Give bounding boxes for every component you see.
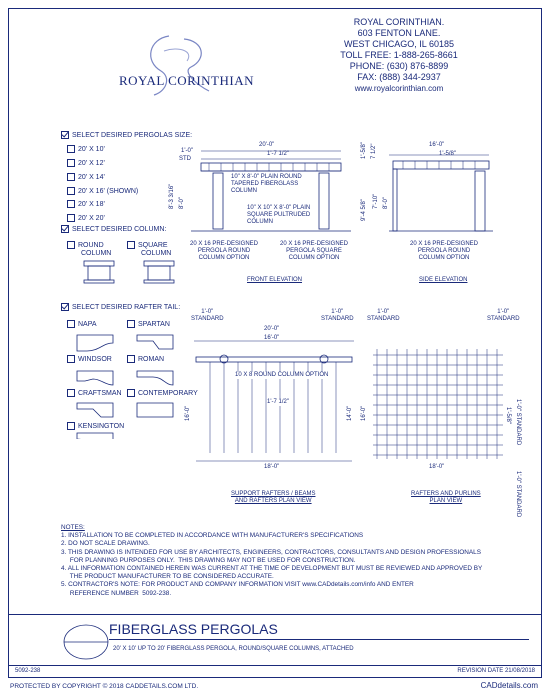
plan2-grid-drawing <box>369 345 509 465</box>
side-elevation-drawing <box>389 149 499 237</box>
side-caption: 20 X 16 PRE-DESIGNED PERGOLA ROUND COLUMN OPTION <box>409 241 479 261</box>
notes-block <box>61 524 482 598</box>
logo-text: ROYAL CORINTHIAN <box>119 73 254 88</box>
column-option-round[interactable]: ROUND COLUMN <box>67 241 111 258</box>
title-block-underline <box>109 639 529 640</box>
rafter-option-napa[interactable]: NAPA <box>67 320 97 329</box>
logo-monogram-icon <box>109 31 249 101</box>
rafter-heading: SELECT DESIRED RAFTER TAIL: <box>61 303 180 312</box>
side-vert-b: 7 1/2" <box>371 143 377 159</box>
revision-date: REVISION DATE 21/08/2018 <box>457 668 535 674</box>
side-dim-a: 1'-5/8" <box>439 151 456 157</box>
company-info <box>299 17 499 94</box>
front-dim-top: 20'-0" <box>259 142 275 148</box>
column-heading-checkbox[interactable] <box>61 225 69 233</box>
plan2-bottom: 18'-0" <box>429 464 445 470</box>
side-vert-e: 8'-0" <box>383 197 389 209</box>
company-line: 603 FENTON LANE. <box>357 28 441 38</box>
note-item: THE PRODUCT MANUFACTURER TO BE CONSIDERED ACCURATE. <box>61 573 274 581</box>
size-option[interactable]: 20' X 10' <box>67 145 138 154</box>
plan1-vert14: 14'-0" <box>347 405 353 421</box>
size-heading: SELECT DESIRED PERGOLAS SIZE: <box>61 131 192 140</box>
rafter-tail-profiles <box>73 329 193 439</box>
note-item: 2. DO NOT SCALE DRAWING. <box>61 540 150 548</box>
copyright-footer: PROTECTED BY COPYRIGHT © 2018 CADDETAILS.COM LTD. <box>10 683 199 690</box>
side-vert-d: 7'-10" <box>373 193 379 209</box>
plan2-title: RAFTERS AND PURLINS PLAN VIEW <box>411 491 481 504</box>
size-options <box>67 145 138 228</box>
front-dim-left: 1'-0" <box>181 148 193 154</box>
plan2-std-right: 1'-0" STANDARD <box>487 309 520 322</box>
company-line: FAX: (888) 344-2937 <box>357 72 441 82</box>
plan2-vert: 16'-0" <box>361 405 367 421</box>
note-item: 5. CONTRACTOR'S NOTE: FOR PRODUCT AND COMPANY INFORMATION VISIT www.CADdetails.com/info AND ENTER <box>61 581 414 589</box>
rafter-option-roman[interactable]: ROMAN <box>127 355 164 364</box>
side-vert-a: 1'-5/8" <box>361 142 367 159</box>
size-heading-checkbox[interactable] <box>61 131 69 139</box>
size-option[interactable]: 20' X 20' <box>67 214 138 223</box>
plan1-dim-20: 20'-0" <box>264 326 280 332</box>
front-note1: 10" X 8'-0" PLAIN ROUND TAPERED FIBERGLASS COLUMN <box>231 174 302 194</box>
title-block-bottom-rule <box>9 665 541 666</box>
rafter-option-spartan[interactable]: SPARTAN <box>127 320 170 329</box>
plan1-std-left: 1'-0" STANDARD <box>191 309 224 322</box>
title-block-subtitle: 20' X 10' UP TO 20' FIBERGLASS PERGOLA, ROUND/SQUARE COLUMNS, ATTACHED <box>113 646 354 652</box>
drawing-sheet <box>8 8 542 678</box>
plan1-title: SUPPORT RAFTERS / BEAMS AND RAFTERS PLAN VIEW <box>231 491 316 504</box>
front-dim-sub: 1'-7 1/2" <box>267 151 289 157</box>
side-elevation-title: SIDE ELEVATION <box>419 277 468 283</box>
title-block-title: FIBERGLASS PERGOLAS <box>109 621 278 637</box>
note-item: 3. THIS DRAWING IS INTENDED FOR USE BY ARCHITECTS, ENGINEERS, CONTRACTORS, CONSULTANTS AND DESIGN PROFESSIONALS <box>61 548 481 556</box>
note-item: 4. ALL INFORMATION CONTAINED HEREIN WAS CURRENT AT THE TIME OF DEVELOPMENT BUT MUST BE REVIEWED AND APPROVED BY <box>61 565 483 573</box>
company-line: TOLL FREE: 1-888-265-8661 <box>340 50 458 60</box>
plan1-vert16: 16'-0" <box>185 405 191 421</box>
front-caption2: 20 X 16 PRE-DESIGNED PERGOLA SQUARE COLUMN OPTION <box>279 241 349 261</box>
plan1-bottom: 18'-0" <box>264 464 280 470</box>
reference-number: 5092-238 <box>15 668 41 674</box>
note-item: FOR PLANNING PURPOSES ONLY. THIS DRAWING MAY NOT BE USED FOR CONSTRUCTION. <box>61 556 356 564</box>
size-option[interactable]: 20' X 14' <box>67 173 138 182</box>
company-line: WEST CHICAGO, IL 60185 <box>343 39 455 49</box>
rafter-option-contemporary[interactable]: CONTEMPORARY <box>127 389 198 398</box>
front-std: STD <box>179 156 191 162</box>
size-option[interactable]: 20' X 18' <box>67 200 138 209</box>
front-note2: 10" X 10" X 8'-0" PLAIN SQUARE PULTRUDED COLUMN <box>247 205 311 225</box>
front-vert1: 8'-3 3/16" <box>169 183 175 209</box>
title-block-circle <box>61 622 111 662</box>
plan1-note: 10 X 8 ROUND COLUMN OPTION <box>235 372 329 378</box>
column-option-icons <box>79 259 199 299</box>
plan2-right-dim2: 1'-5/8" <box>505 407 511 424</box>
notes-heading: NOTES: <box>61 524 85 531</box>
column-heading: SELECT DESIRED COLUMN: <box>61 225 166 234</box>
plan2-right-dim3: 1'-0" STANDARD <box>515 471 521 518</box>
rafter-heading-checkbox[interactable] <box>61 303 69 311</box>
company-line: ROYAL CORINTHIAN. <box>353 17 445 27</box>
size-option[interactable]: 20' X 12' <box>67 159 138 168</box>
side-vert-c: 9'-4 5/8" <box>361 199 367 221</box>
plan2-right-dim1: 1'-0" STANDARD <box>515 399 521 446</box>
company-line: PHONE: (630) 876-8899 <box>349 61 449 71</box>
front-caption1: 20 X 16 PRE-DESIGNED PERGOLA ROUND COLUMN OPTION <box>189 241 259 261</box>
note-item: REFERENCE NUMBER 5092-238. <box>61 589 172 597</box>
column-option-square[interactable]: SQUARE COLUMN <box>127 241 171 258</box>
note-item: 1. INSTALLATION TO BE COMPLETED IN ACCORDANCE WITH MANUFACTURER'S SPECIFICATIONS <box>61 532 364 540</box>
plan2-std-left: 1'-0" STANDARD <box>367 309 400 322</box>
front-elevation-title: FRONT ELEVATION <box>247 277 303 283</box>
plan1-spacing: 1'-7 1/2" <box>267 399 289 405</box>
rafter-option-kensington[interactable]: KENSINGTON <box>67 422 124 431</box>
side-dim-top: 16'-0" <box>429 142 445 148</box>
rafter-option-craftsman[interactable]: CRAFTSMAN <box>67 389 122 398</box>
caddetails-link[interactable]: CADdetails.com <box>480 681 538 690</box>
plan1-std-right: 1'-0" STANDARD <box>321 309 354 322</box>
company-website[interactable]: www.royalcorinthian.com <box>354 84 444 93</box>
front-vert2: 8'-0" <box>179 197 185 209</box>
plan1-dim-16: 16'-0" <box>264 335 280 341</box>
size-option[interactable]: 20' X 16' (SHOWN) <box>67 187 138 196</box>
rafter-option-windsor[interactable]: WINDSOR <box>67 355 112 364</box>
company-logo <box>109 31 254 101</box>
